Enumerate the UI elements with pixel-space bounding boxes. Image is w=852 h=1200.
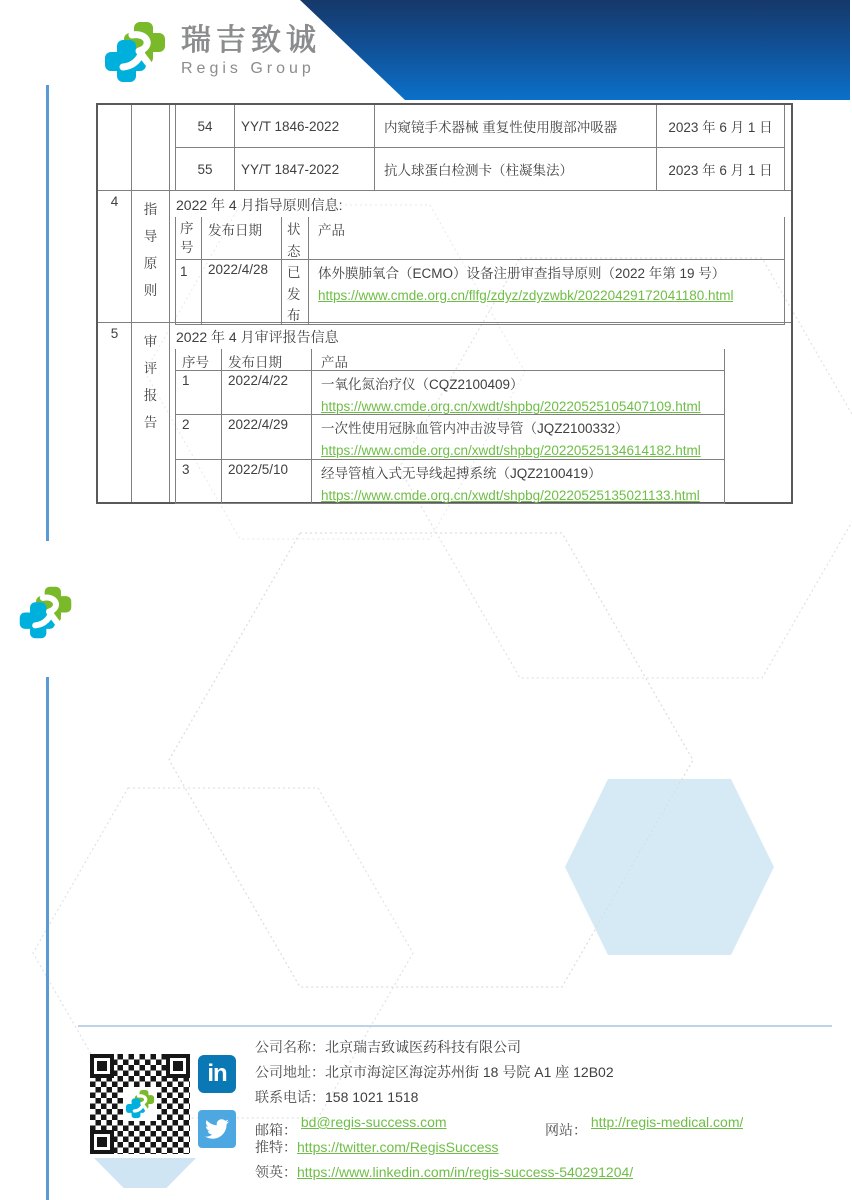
category-label: 审评报告	[143, 334, 158, 430]
review-product: 一氧化氮治疗仪（CQZ2100409）	[321, 377, 524, 392]
logo-name-cn: 瑞吉致诚	[181, 24, 321, 57]
review-date: 2022/4/29	[222, 415, 312, 458]
email-pair	[255, 1110, 545, 1138]
review-product-cell	[312, 371, 724, 414]
company-name: 北京瑞吉致诚医药科技有限公司	[325, 1039, 521, 1055]
review-product: 一次性使用冠脉血管内冲击波导管（JQZ2100332）	[321, 421, 629, 437]
qr-center-logo	[123, 1087, 157, 1121]
standard-product: 抗人球蛋白检测卡（柱凝集法）	[375, 148, 657, 190]
qr-finder-icon	[90, 1054, 114, 1078]
col-header-product: 产品	[318, 223, 345, 238]
review-link[interactable]: https://www.cmde.org.cn/xwdt/shpbg/20220525134614182.html	[321, 443, 701, 459]
linkedin-label: 领英：	[255, 1164, 297, 1180]
review-product-cell	[312, 415, 724, 458]
review-inner-table	[175, 349, 725, 504]
table-row	[176, 259, 784, 324]
company-address-label: 公司地址：	[255, 1064, 325, 1080]
standard-no: 55	[176, 148, 235, 190]
left-accent-line-top	[46, 85, 49, 541]
table-row	[176, 459, 724, 503]
col-header-no: 序号	[176, 217, 202, 259]
table-row	[176, 105, 784, 147]
row-number-cell: 4	[98, 191, 132, 322]
category-cell	[132, 323, 170, 502]
twitter-bird-icon	[205, 1117, 229, 1141]
regulatory-info-table	[96, 103, 793, 504]
row-number-cell: 5	[98, 323, 132, 502]
guidance-no: 1	[176, 260, 202, 324]
table-row	[176, 414, 724, 458]
footer-contact-block	[255, 1035, 825, 1185]
row-number-cell	[98, 105, 132, 190]
col-header-product: 产品	[321, 355, 348, 370]
footer-company-row	[255, 1035, 825, 1060]
regis-mark-icon	[125, 1089, 155, 1119]
category-cell	[132, 191, 170, 322]
standard-date: 2023 年 6 月 1 日	[668, 163, 773, 178]
standard-product: 内窥镜手术器械 重复性使用腹部冲吸器	[375, 105, 657, 147]
company-address: 北京市海淀区海淀苏州街 18 号院 A1 座 12B02	[325, 1064, 614, 1080]
review-date: 2022/5/10	[222, 460, 312, 503]
phone-label: 联系电话：	[255, 1089, 325, 1105]
email-link[interactable]: bd@regis-success.com	[300, 1114, 447, 1130]
review-section-row	[98, 322, 791, 502]
col-header-date: 发布日期	[202, 217, 282, 259]
qr-code	[90, 1054, 190, 1154]
table-row	[176, 147, 784, 190]
footer-email-website-row	[255, 1110, 825, 1138]
table-header-row	[176, 217, 784, 259]
standard-date: 2023 年 6 月 1 日	[668, 120, 773, 135]
linkedin-icon	[198, 1055, 236, 1093]
footer-address-row	[255, 1060, 825, 1085]
category-cell	[132, 105, 170, 190]
col-header-no: 序号	[176, 349, 222, 370]
qr-finder-icon	[90, 1130, 114, 1154]
guidance-inner-table	[175, 217, 785, 325]
review-product: 经导管植入式无导线起搏系统（JQZ2100419）	[321, 465, 602, 481]
footer-linkedin-row	[255, 1160, 825, 1185]
logo-name-en: Regis Group	[181, 60, 315, 77]
qr-finder-icon	[166, 1054, 190, 1078]
website-link[interactable]: http://regis-medical.com/	[590, 1114, 744, 1130]
review-no: 3	[176, 460, 222, 503]
footer-twitter-row	[255, 1135, 825, 1160]
review-link[interactable]: https://www.cmde.org.cn/xwdt/shpbg/20220525135021133.html	[321, 487, 700, 503]
review-product-cell	[312, 460, 724, 503]
review-link[interactable]: https://www.cmde.org.cn/xwdt/shpbg/20220525105407109.html	[321, 399, 701, 414]
col-header-date: 发布日期	[222, 349, 312, 370]
guidance-status: 已发布	[282, 260, 309, 324]
footer	[78, 1025, 832, 1180]
col-header-status: 状态	[282, 217, 309, 259]
twitter-label: 推特：	[255, 1139, 297, 1155]
regis-logo-icon	[103, 20, 167, 84]
review-date: 2022/4/22	[222, 371, 312, 414]
standards-inner-table	[175, 105, 785, 190]
email-label: 邮箱：	[255, 1122, 297, 1138]
footer-phone-row	[255, 1085, 825, 1110]
website-label: 网站：	[545, 1122, 587, 1138]
company-name-label: 公司名称：	[255, 1039, 325, 1055]
standard-code: YY/T 1847-2022	[235, 148, 375, 190]
twitter-icon	[198, 1110, 236, 1148]
left-accent-line-bottom	[46, 677, 49, 1200]
standard-no: 54	[176, 105, 235, 147]
footer-trapezoid-decoration	[94, 1158, 196, 1188]
section-caption: 2022 年 4 月指导原则信息:	[176, 197, 343, 213]
company-logo	[103, 20, 321, 84]
regis-mark-icon	[18, 585, 73, 640]
guidance-link[interactable]: https://www.cmde.org.cn/flfg/zdyz/zdyzwbk/20220429172041180.html	[318, 288, 734, 303]
standards-continued-row	[98, 105, 791, 190]
guidance-date: 2022/4/28	[202, 260, 282, 324]
linkedin-glyph: in	[207, 1060, 227, 1087]
twitter-link[interactable]: https://twitter.com/RegisSuccess	[297, 1139, 499, 1155]
review-no: 2	[176, 415, 222, 458]
phone-number: 158 1021 1518	[325, 1089, 419, 1105]
guidance-product: 体外膜肺氧合（ECMO）设备注册审查指导原则（2022 年第 19 号）	[318, 266, 726, 281]
standard-code: YY/T 1846-2022	[235, 105, 375, 147]
guidance-product-cell	[309, 260, 784, 324]
linkedin-link[interactable]: https://www.linkedin.com/in/regis-success-540291204/	[297, 1164, 634, 1180]
category-label: 指导原则	[143, 202, 158, 298]
review-no: 1	[176, 371, 222, 414]
section-caption: 2022 年 4 月审评报告信息	[176, 329, 339, 345]
website-pair	[545, 1110, 744, 1138]
guidance-section-row	[98, 190, 791, 322]
table-row	[176, 370, 724, 414]
table-header-row	[176, 349, 724, 370]
